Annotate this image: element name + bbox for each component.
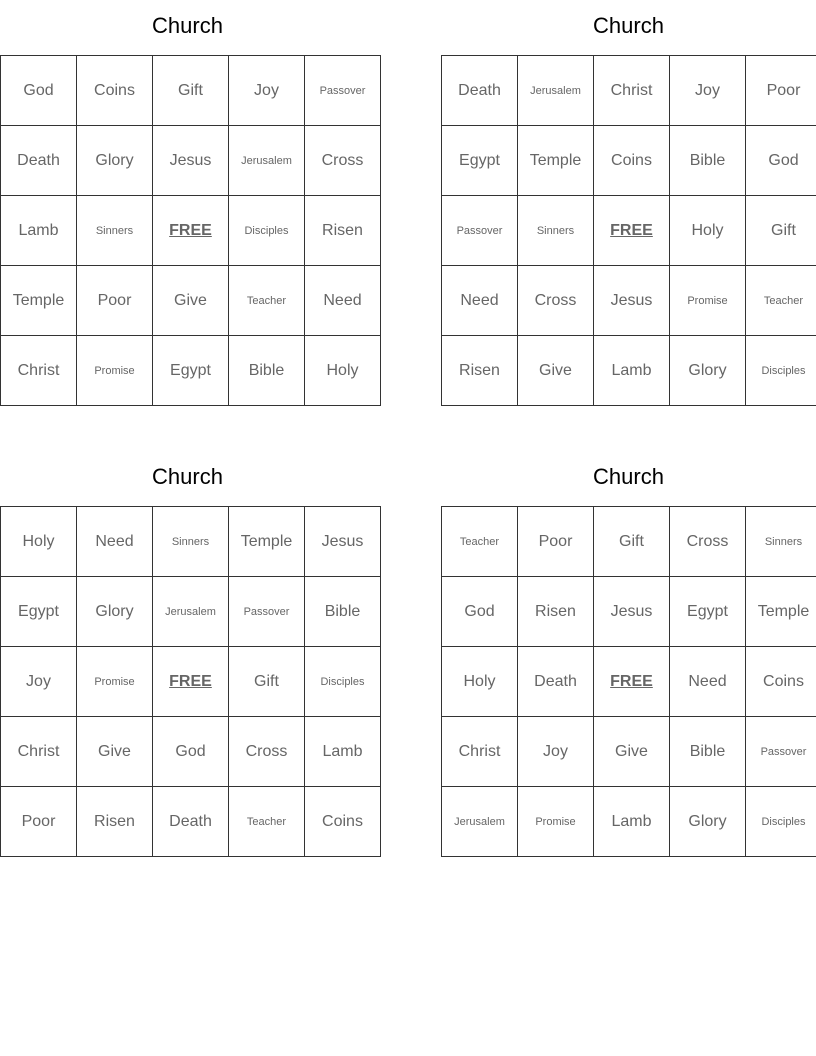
bingo-cell: Glory [77, 126, 153, 196]
bingo-row [1, 56, 381, 126]
bingo-row [442, 577, 816, 647]
bingo-grid [441, 55, 816, 406]
bingo-card [0, 451, 375, 861]
bingo-cell: Risen [305, 196, 381, 266]
free-space-cell: FREE [594, 647, 670, 717]
bingo-cell: Sinners [77, 196, 153, 266]
bingo-cell: Egypt [442, 126, 518, 196]
bingo-card [441, 0, 816, 410]
bingo-cell: Jerusalem [153, 577, 229, 647]
bingo-cell: Holy [305, 336, 381, 406]
bingo-cell: Christ [1, 717, 77, 787]
bingo-cell: Jesus [594, 577, 670, 647]
bingo-cell: Give [153, 266, 229, 336]
bingo-cell: Cross [229, 717, 305, 787]
free-space-cell: FREE [153, 196, 229, 266]
bingo-cell: Teacher [442, 507, 518, 577]
bingo-cell: Cross [518, 266, 594, 336]
bingo-cell: Lamb [1, 196, 77, 266]
bingo-cell: Promise [518, 787, 594, 857]
bingo-cell: Glory [670, 787, 746, 857]
bingo-cell: Gift [594, 507, 670, 577]
bingo-cell: Joy [670, 56, 746, 126]
bingo-cell: Bible [229, 336, 305, 406]
bingo-row [442, 196, 816, 266]
bingo-row [442, 717, 816, 787]
bingo-row [1, 787, 381, 857]
bingo-cell: Death [153, 787, 229, 857]
bingo-row [1, 717, 381, 787]
bingo-cell: Jesus [153, 126, 229, 196]
bingo-cell: Lamb [305, 717, 381, 787]
bingo-cell: Egypt [1, 577, 77, 647]
bingo-cell: Jerusalem [229, 126, 305, 196]
bingo-cell: Promise [77, 336, 153, 406]
bingo-cell: Bible [670, 126, 746, 196]
bingo-cell: Jesus [305, 507, 381, 577]
bingo-cell: God [746, 126, 816, 196]
bingo-cell: Temple [746, 577, 816, 647]
bingo-cell: Temple [1, 266, 77, 336]
bingo-cell: Lamb [594, 336, 670, 406]
bingo-cell: Give [518, 336, 594, 406]
bingo-row [1, 196, 381, 266]
bingo-row [1, 577, 381, 647]
bingo-cell: Temple [229, 507, 305, 577]
bingo-cell: Disciples [746, 787, 816, 857]
free-space-cell: FREE [594, 196, 670, 266]
bingo-cell: Gift [746, 196, 816, 266]
bingo-cell: Need [77, 507, 153, 577]
bingo-cell: Risen [518, 577, 594, 647]
free-space-cell: FREE [153, 647, 229, 717]
bingo-row [442, 126, 816, 196]
bingo-cell: Glory [670, 336, 746, 406]
bingo-cell: Bible [670, 717, 746, 787]
card-title: Church [152, 13, 223, 38]
bingo-cell: Death [1, 126, 77, 196]
bingo-cell: Poor [746, 56, 816, 126]
bingo-cell: Death [442, 56, 518, 126]
bingo-cell: Poor [518, 507, 594, 577]
bingo-cell: Teacher [229, 266, 305, 336]
bingo-cell: Promise [670, 266, 746, 336]
bingo-cell: Bible [305, 577, 381, 647]
bingo-row [1, 647, 381, 717]
bingo-cell: Need [670, 647, 746, 717]
bingo-cell: Need [442, 266, 518, 336]
bingo-cell: Sinners [518, 196, 594, 266]
bingo-cell: Passover [442, 196, 518, 266]
bingo-cell: Cross [305, 126, 381, 196]
bingo-cell: Risen [442, 336, 518, 406]
bingo-cell: God [442, 577, 518, 647]
bingo-grid [441, 506, 816, 857]
bingo-cell: Temple [518, 126, 594, 196]
bingo-grid [0, 506, 381, 857]
bingo-cell: Christ [594, 56, 670, 126]
bingo-cell: Coins [746, 647, 816, 717]
bingo-row [442, 507, 816, 577]
bingo-cell: Holy [670, 196, 746, 266]
bingo-row [1, 336, 381, 406]
bingo-cell: Glory [77, 577, 153, 647]
card-title: Church [152, 464, 223, 489]
bingo-cell: Lamb [594, 787, 670, 857]
bingo-cell: Egypt [670, 577, 746, 647]
bingo-row [1, 507, 381, 577]
bingo-cell: Coins [305, 787, 381, 857]
bingo-cell: Cross [670, 507, 746, 577]
bingo-cell: Disciples [746, 336, 816, 406]
bingo-cell: Give [594, 717, 670, 787]
bingo-row [1, 126, 381, 196]
card-title: Church [593, 464, 664, 489]
bingo-cell: Gift [153, 56, 229, 126]
bingo-row [442, 336, 816, 406]
bingo-cell: Sinners [153, 507, 229, 577]
bingo-cell: Joy [229, 56, 305, 126]
card-title: Church [593, 13, 664, 38]
bingo-cell: Risen [77, 787, 153, 857]
bingo-card [0, 0, 375, 410]
bingo-cell: Jerusalem [518, 56, 594, 126]
bingo-row [1, 266, 381, 336]
bingo-cell: Disciples [305, 647, 381, 717]
bingo-row [442, 266, 816, 336]
bingo-cell: Holy [1, 507, 77, 577]
bingo-cell: Coins [594, 126, 670, 196]
bingo-cell: Passover [746, 717, 816, 787]
bingo-cell: Promise [77, 647, 153, 717]
bingo-cell: Disciples [229, 196, 305, 266]
bingo-cell: Christ [1, 336, 77, 406]
bingo-row [442, 647, 816, 717]
bingo-cell: Poor [1, 787, 77, 857]
bingo-cell: God [1, 56, 77, 126]
bingo-cell: Passover [229, 577, 305, 647]
bingo-cell: Passover [305, 56, 381, 126]
bingo-cell: Jesus [594, 266, 670, 336]
bingo-cell: Joy [1, 647, 77, 717]
bingo-cell: Give [77, 717, 153, 787]
bingo-row [442, 787, 816, 857]
bingo-cell: Gift [229, 647, 305, 717]
bingo-cell: Sinners [746, 507, 816, 577]
bingo-cell: Death [518, 647, 594, 717]
bingo-cell: God [153, 717, 229, 787]
bingo-cell: Christ [442, 717, 518, 787]
bingo-cell: Need [305, 266, 381, 336]
bingo-cell: Joy [518, 717, 594, 787]
bingo-row [442, 56, 816, 126]
bingo-cell: Coins [77, 56, 153, 126]
bingo-cell: Jerusalem [442, 787, 518, 857]
bingo-cell: Poor [77, 266, 153, 336]
bingo-cell: Teacher [229, 787, 305, 857]
bingo-cell: Holy [442, 647, 518, 717]
bingo-card [441, 451, 816, 861]
bingo-cell: Egypt [153, 336, 229, 406]
bingo-grid [0, 55, 381, 406]
bingo-cell: Teacher [746, 266, 816, 336]
